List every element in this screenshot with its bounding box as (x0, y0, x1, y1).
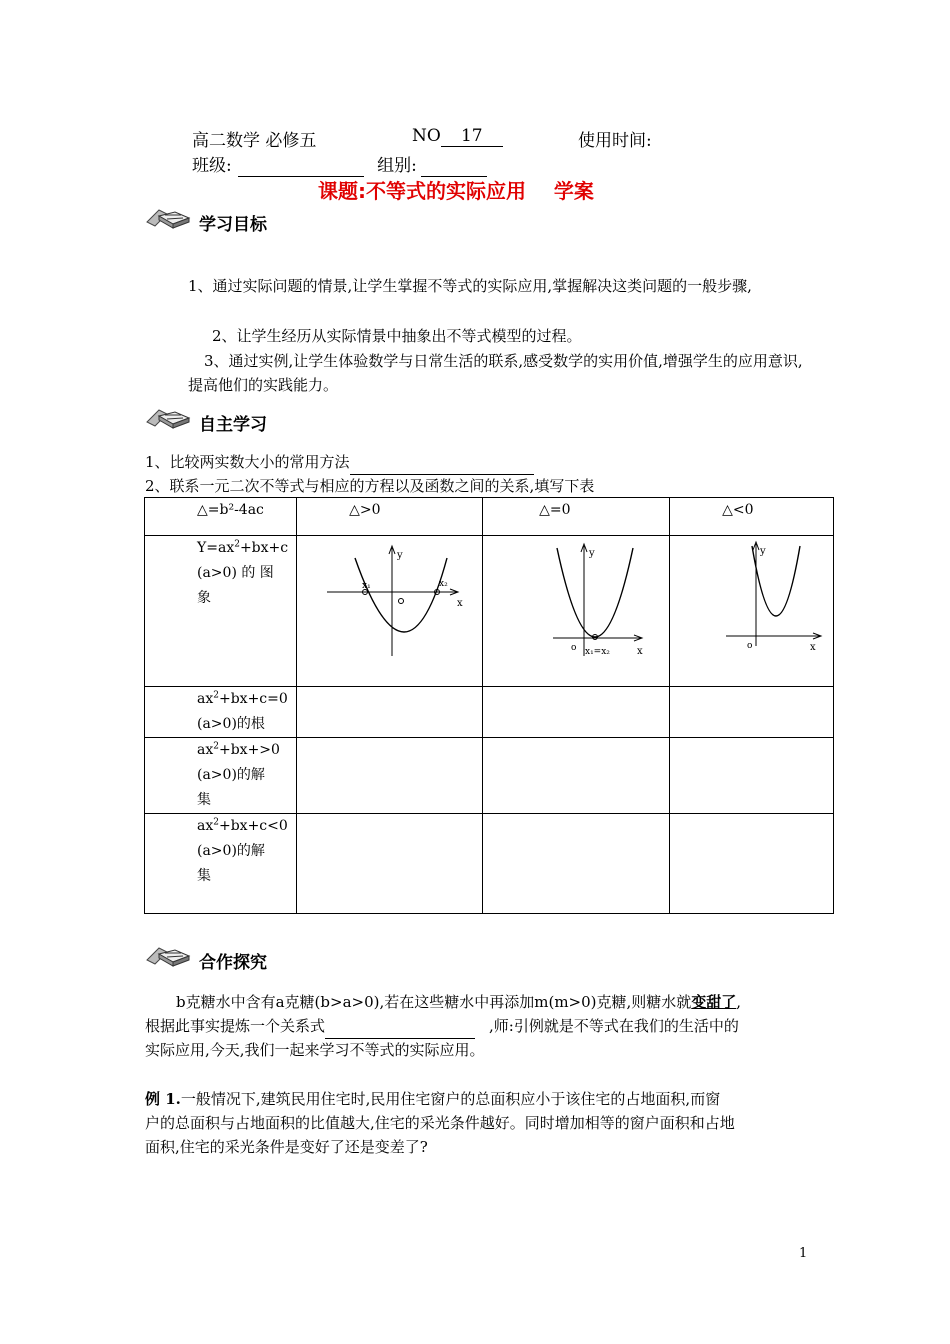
table-header-row (145, 498, 834, 536)
parabola-graph-two-roots (297, 536, 482, 686)
goal-item-1: 1、通过实际问题的情景,让学生掌握不等式的实际应用,掌握解决这类问题的一般步骤, (188, 277, 752, 295)
row-label-line: (a>0)的解 (197, 767, 265, 783)
cooperate-line-3: 实际应用,今天,我们一起来学习不等式的实际应用。 (145, 1041, 485, 1059)
row-label-line: Y=ax (197, 540, 235, 556)
table-row (145, 687, 834, 738)
parabola-graph-double-root (483, 536, 669, 686)
row-label-line: (a>0)的根 (197, 716, 265, 732)
page-title: 课题:不等式的实际应用 学案 (318, 179, 594, 203)
table-row (145, 738, 834, 814)
emphasis-text: 变甜了 (691, 993, 737, 1011)
section-heading-cooperate: 合作探究 (199, 953, 267, 973)
superscript: 2 (213, 690, 219, 701)
example-1-line-3: 面积,住宅的采光条件是变好了还是变差了? (145, 1138, 428, 1156)
origin-label: o (747, 641, 753, 651)
number-label: NO (412, 126, 441, 146)
answer-cell[interactable] (483, 687, 670, 738)
row-label-line: ax (197, 691, 214, 707)
course-name: 高二数学 必修五 (192, 131, 317, 151)
book-pen-icon (145, 938, 195, 970)
cooperate-text: ,师:引例就是不等式在我们的生活中的 (489, 1017, 739, 1035)
table-row (145, 536, 834, 687)
answer-cell[interactable] (297, 738, 483, 814)
row-label-line: +bx+c<0 (218, 818, 288, 834)
graph-cell-negative (670, 536, 834, 687)
row-label (145, 536, 297, 687)
page-number: 1 (799, 1246, 808, 1261)
time-label: 使用时间: (578, 131, 652, 151)
answer-cell[interactable] (670, 687, 834, 738)
double-root-label: x₁=x₂ (585, 647, 611, 657)
superscript: 2 (234, 539, 240, 550)
axis-label-y: y (760, 546, 766, 557)
answer-cell[interactable] (483, 738, 670, 814)
row-label-line: (a>0)的解 (197, 843, 265, 859)
example-text: 一般情况下,建筑民用住宅时,民用住宅窗户的总面积应小于该住宅的占地面积,而窗 (180, 1090, 721, 1108)
answer-cell[interactable] (483, 814, 670, 914)
axis-label-y: y (589, 548, 595, 559)
class-label: 班级: (192, 156, 232, 176)
row-label-line: +bx+>0 (218, 742, 280, 758)
header-cell: △>0 (297, 498, 483, 536)
answer-cell[interactable] (297, 814, 483, 914)
number-field (412, 126, 503, 147)
relation-blank[interactable] (325, 1014, 475, 1039)
cooperate-text: 根据此事实提炼一个关系式 (145, 1017, 326, 1035)
table-row (145, 814, 834, 914)
axis-label-x: x (810, 642, 816, 653)
row-label (145, 687, 297, 738)
axis-label-x: x (457, 598, 463, 609)
row-label-line: 集 (197, 868, 211, 884)
header-cell: △=b²-4ac (145, 498, 297, 536)
graph-cell-zero (483, 536, 670, 687)
number-value: 17 (441, 126, 503, 147)
goal-item-2: 2、让学生经历从实际情景中抽象出不等式模型的过程。 (212, 327, 582, 345)
self-study-q2: 2、联系一元二次不等式与相应的方程以及函数之间的关系,填写下表 (145, 477, 595, 495)
class-field (192, 151, 487, 177)
row-label-line: ax (197, 742, 214, 758)
answer-cell[interactable] (670, 738, 834, 814)
section-heading-goals: 学习目标 (199, 215, 267, 235)
class-blank[interactable] (238, 156, 364, 177)
graph-cell-positive (297, 536, 483, 687)
superscript: 2 (213, 817, 219, 828)
q1-text: 1、比较两实数大小的常用方法 (145, 453, 350, 471)
group-blank[interactable] (421, 156, 487, 177)
answer-cell[interactable] (297, 687, 483, 738)
root-label-x1: x₁ (362, 581, 371, 591)
origin-label: o (571, 643, 577, 653)
row-label (145, 738, 297, 814)
header-cell: △=0 (483, 498, 670, 536)
root-label-x2: x₂ (439, 579, 448, 589)
relationship-table (144, 497, 834, 914)
row-label-line: ax (197, 818, 214, 834)
group-label: 组别: (377, 156, 417, 176)
book-pen-icon (145, 200, 195, 232)
goal-item-3: 3、通过实例,让学生体验数学与日常生活的联系,感受数学的实用价值,增强学生的应用意识,提高他们的实践能力。 (188, 352, 803, 394)
row-label-line: (a>0) 的 图 (197, 565, 274, 581)
q1-blank[interactable] (350, 450, 534, 475)
cooperate-line-1 (176, 990, 741, 1014)
axis-label-x: x (637, 646, 643, 657)
example-1-line-2: 户的总面积与占地面积的比值越大,住宅的采光条件越好。同时增加相等的窗户面积和占地 (145, 1114, 735, 1132)
axis-label-y: y (397, 550, 403, 561)
row-label-line: 象 (197, 590, 211, 606)
row-label (145, 814, 297, 914)
cooperate-text: b克糖水中含有a克糖(b>a>0),若在这些糖水中再添加m(m>0)克糖,则糖水就 (176, 993, 692, 1011)
header-cell: △<0 (670, 498, 834, 536)
parabola-graph-no-roots (670, 536, 833, 686)
section-heading-self-study: 自主学习 (199, 415, 267, 435)
row-label-line: +bx+c=0 (218, 691, 288, 707)
cooperate-text: , (736, 993, 742, 1011)
superscript: 2 (213, 741, 219, 752)
example-label: 例 1. (145, 1090, 181, 1108)
example-1-line-1 (145, 1087, 720, 1111)
row-label-line: 集 (197, 792, 211, 808)
book-pen-icon (145, 400, 195, 432)
row-label-line: +bx+c (239, 540, 289, 556)
cooperate-line-2 (145, 1014, 739, 1039)
answer-cell[interactable] (670, 814, 834, 914)
self-study-q1 (145, 450, 534, 475)
